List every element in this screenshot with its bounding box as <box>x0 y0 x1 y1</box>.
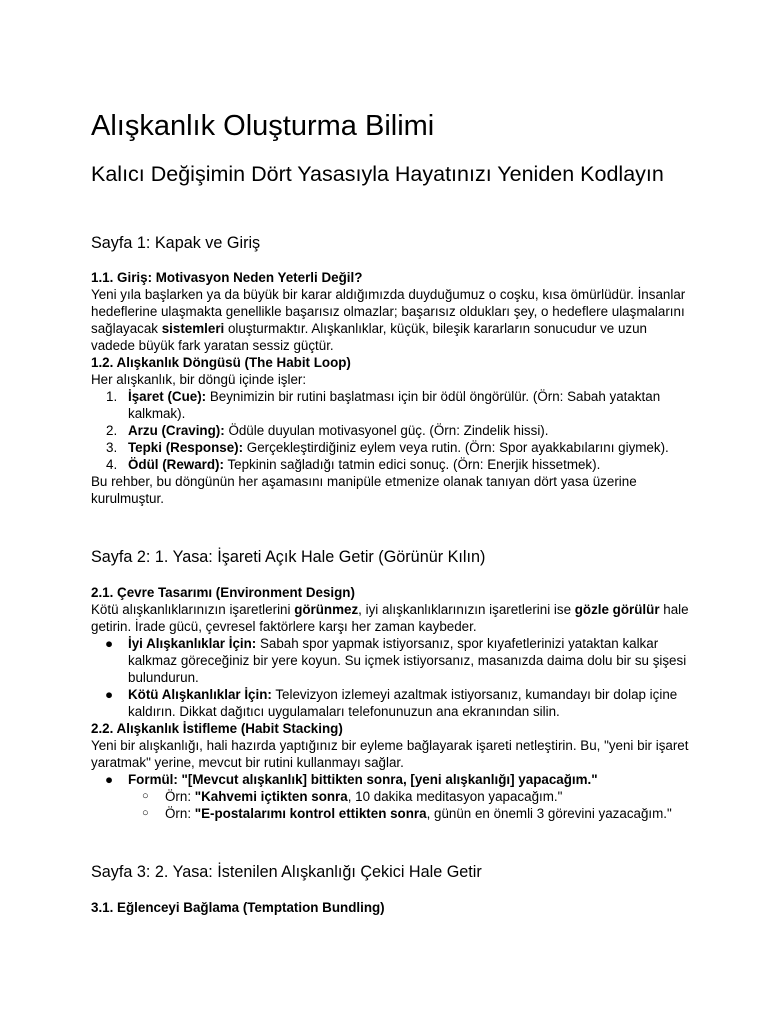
section-1-2-title: 1.2. Alışkanlık Döngüsü (The Habit Loop) <box>91 355 351 370</box>
page3-heading: Sayfa 3: 2. Yasa: İstenilen Alışkanlığı Çekici Hale Getir <box>91 863 482 881</box>
list-item: ● İyi Alışkanlıklar İçin: Sabah spor yapmak istiyorsanız, spor kıyafetlerinizi yataktan kalkar kalkmaz göreceğiniz bir yere koyun. Su içmek istiyorsanız, masanızda daima dolu bir su şişesi bulundurun. <box>105 636 687 685</box>
list-item: ○ Örn: "E-postalarımı kontrol ettikten sonra, günün en önemli 3 görevini yazacağım." <box>142 806 672 821</box>
list-item: 3. Tepki (Response): Gerçekleştirdiğiniz eylem veya rutin. (Örn: Spor ayakkabılarını giymek). <box>106 440 669 455</box>
section-3-1-title: 3.1. Eğlenceyi Bağlama (Temptation Bundling) <box>91 900 385 915</box>
page1-heading: Sayfa 1: Kapak ve Giriş <box>91 234 261 252</box>
section-2-1-title: 2.1. Çevre Tasarımı (Environment Design) <box>91 585 355 600</box>
section-1-1-title: 1.1. Giriş: Motivasyon Neden Yeterli Değil? <box>91 270 363 285</box>
section-2-1-paragraph: Kötü alışkanlıklarınızın işaretlerini görünmez, iyi alışkanlıklarınızın işaretlerini ise gözle görülür hale getirin. İrade gücü, çevresel faktörlere karşı her zaman kaybeder. <box>91 602 689 634</box>
section-1-1-paragraph: Yeni yıla başlarken ya da büyük bir karar aldığımızda duyduğumuz o coşku, kısa ömürlüdür. İnsanlar hedeflerine ulaşmakta genellikle başarısız olmazlar; başarısız oldukları şey, o hedeflere ulaşmalarını sağlayacak sistemleri oluşturmaktır. Alışkanlıklar, küçük, bileşik kararların sonucudur ve uzun vadede büyük fark yaratan sessiz güçtür. <box>91 287 686 353</box>
page3-content <box>91 899 691 916</box>
list-item: ● Formül: "[Mevcut alışkanlık] bittikten sonra, [yeni alışkanlığı] yapacağım." <box>105 772 598 787</box>
section-1-2-outro: Bu rehber, bu döngünün her aşamasını manipüle etmenize olanak tanıyan dört yasa üzerine kurulmuştur. <box>91 474 637 506</box>
page2-content <box>91 584 691 822</box>
habit-loop-list <box>91 388 691 473</box>
document-subtitle: Kalıcı Değişimin Dört Yasasıyla Hayatınızı Yeniden Kodlayın <box>91 162 664 186</box>
list-item: ● Kötü Alışkanlıklar İçin: Televizyon izlemeyi azaltmak istiyorsanız, kumandayı bir dolap içine kaldırın. Dikkat dağıtıcı uygulamaları telefonunuzun ana ekranından silin. <box>105 687 678 719</box>
section-1-2-intro: Her alışkanlık, bir döngü içinde işler: <box>91 372 307 387</box>
page1-content <box>91 269 691 507</box>
document-title: Alışkanlık Oluşturma Bilimi <box>91 110 435 142</box>
example-list <box>91 788 691 822</box>
formula-list <box>91 771 691 788</box>
list-item: 2. Arzu (Craving): Ödüle duyulan motivasyonel güç. (Örn: Zindelik hissi). <box>106 423 549 438</box>
section-2-2-paragraph: Yeni bir alışkanlığı, hali hazırda yaptığınız bir eyleme bağlayarak işareti netleştirin. Bu, "yeni bir işaret yaratmak" yerine, mevcut bir rutini kullanmayı sağlar. <box>91 738 689 770</box>
list-item: 4. Ödül (Reward): Tepkinin sağladığı tatmin edici sonuç. (Örn: Enerjik hissetmek). <box>106 457 601 472</box>
page2-heading: Sayfa 2: 1. Yasa: İşareti Açık Hale Getir (Görünür Kılın) <box>91 548 486 566</box>
section-2-2-title: 2.2. Alışkanlık İstifleme (Habit Stacking) <box>91 721 343 736</box>
environment-bullet-list <box>91 635 691 720</box>
list-item: ○ Örn: "Kahvemi içtikten sonra, 10 dakika meditasyon yapacağım." <box>142 789 563 804</box>
list-item: 1. İşaret (Cue): Beynimizin bir rutini başlatması için bir ödül öngörülür. (Örn: Sabah yataktan kalkmak). <box>106 389 661 421</box>
